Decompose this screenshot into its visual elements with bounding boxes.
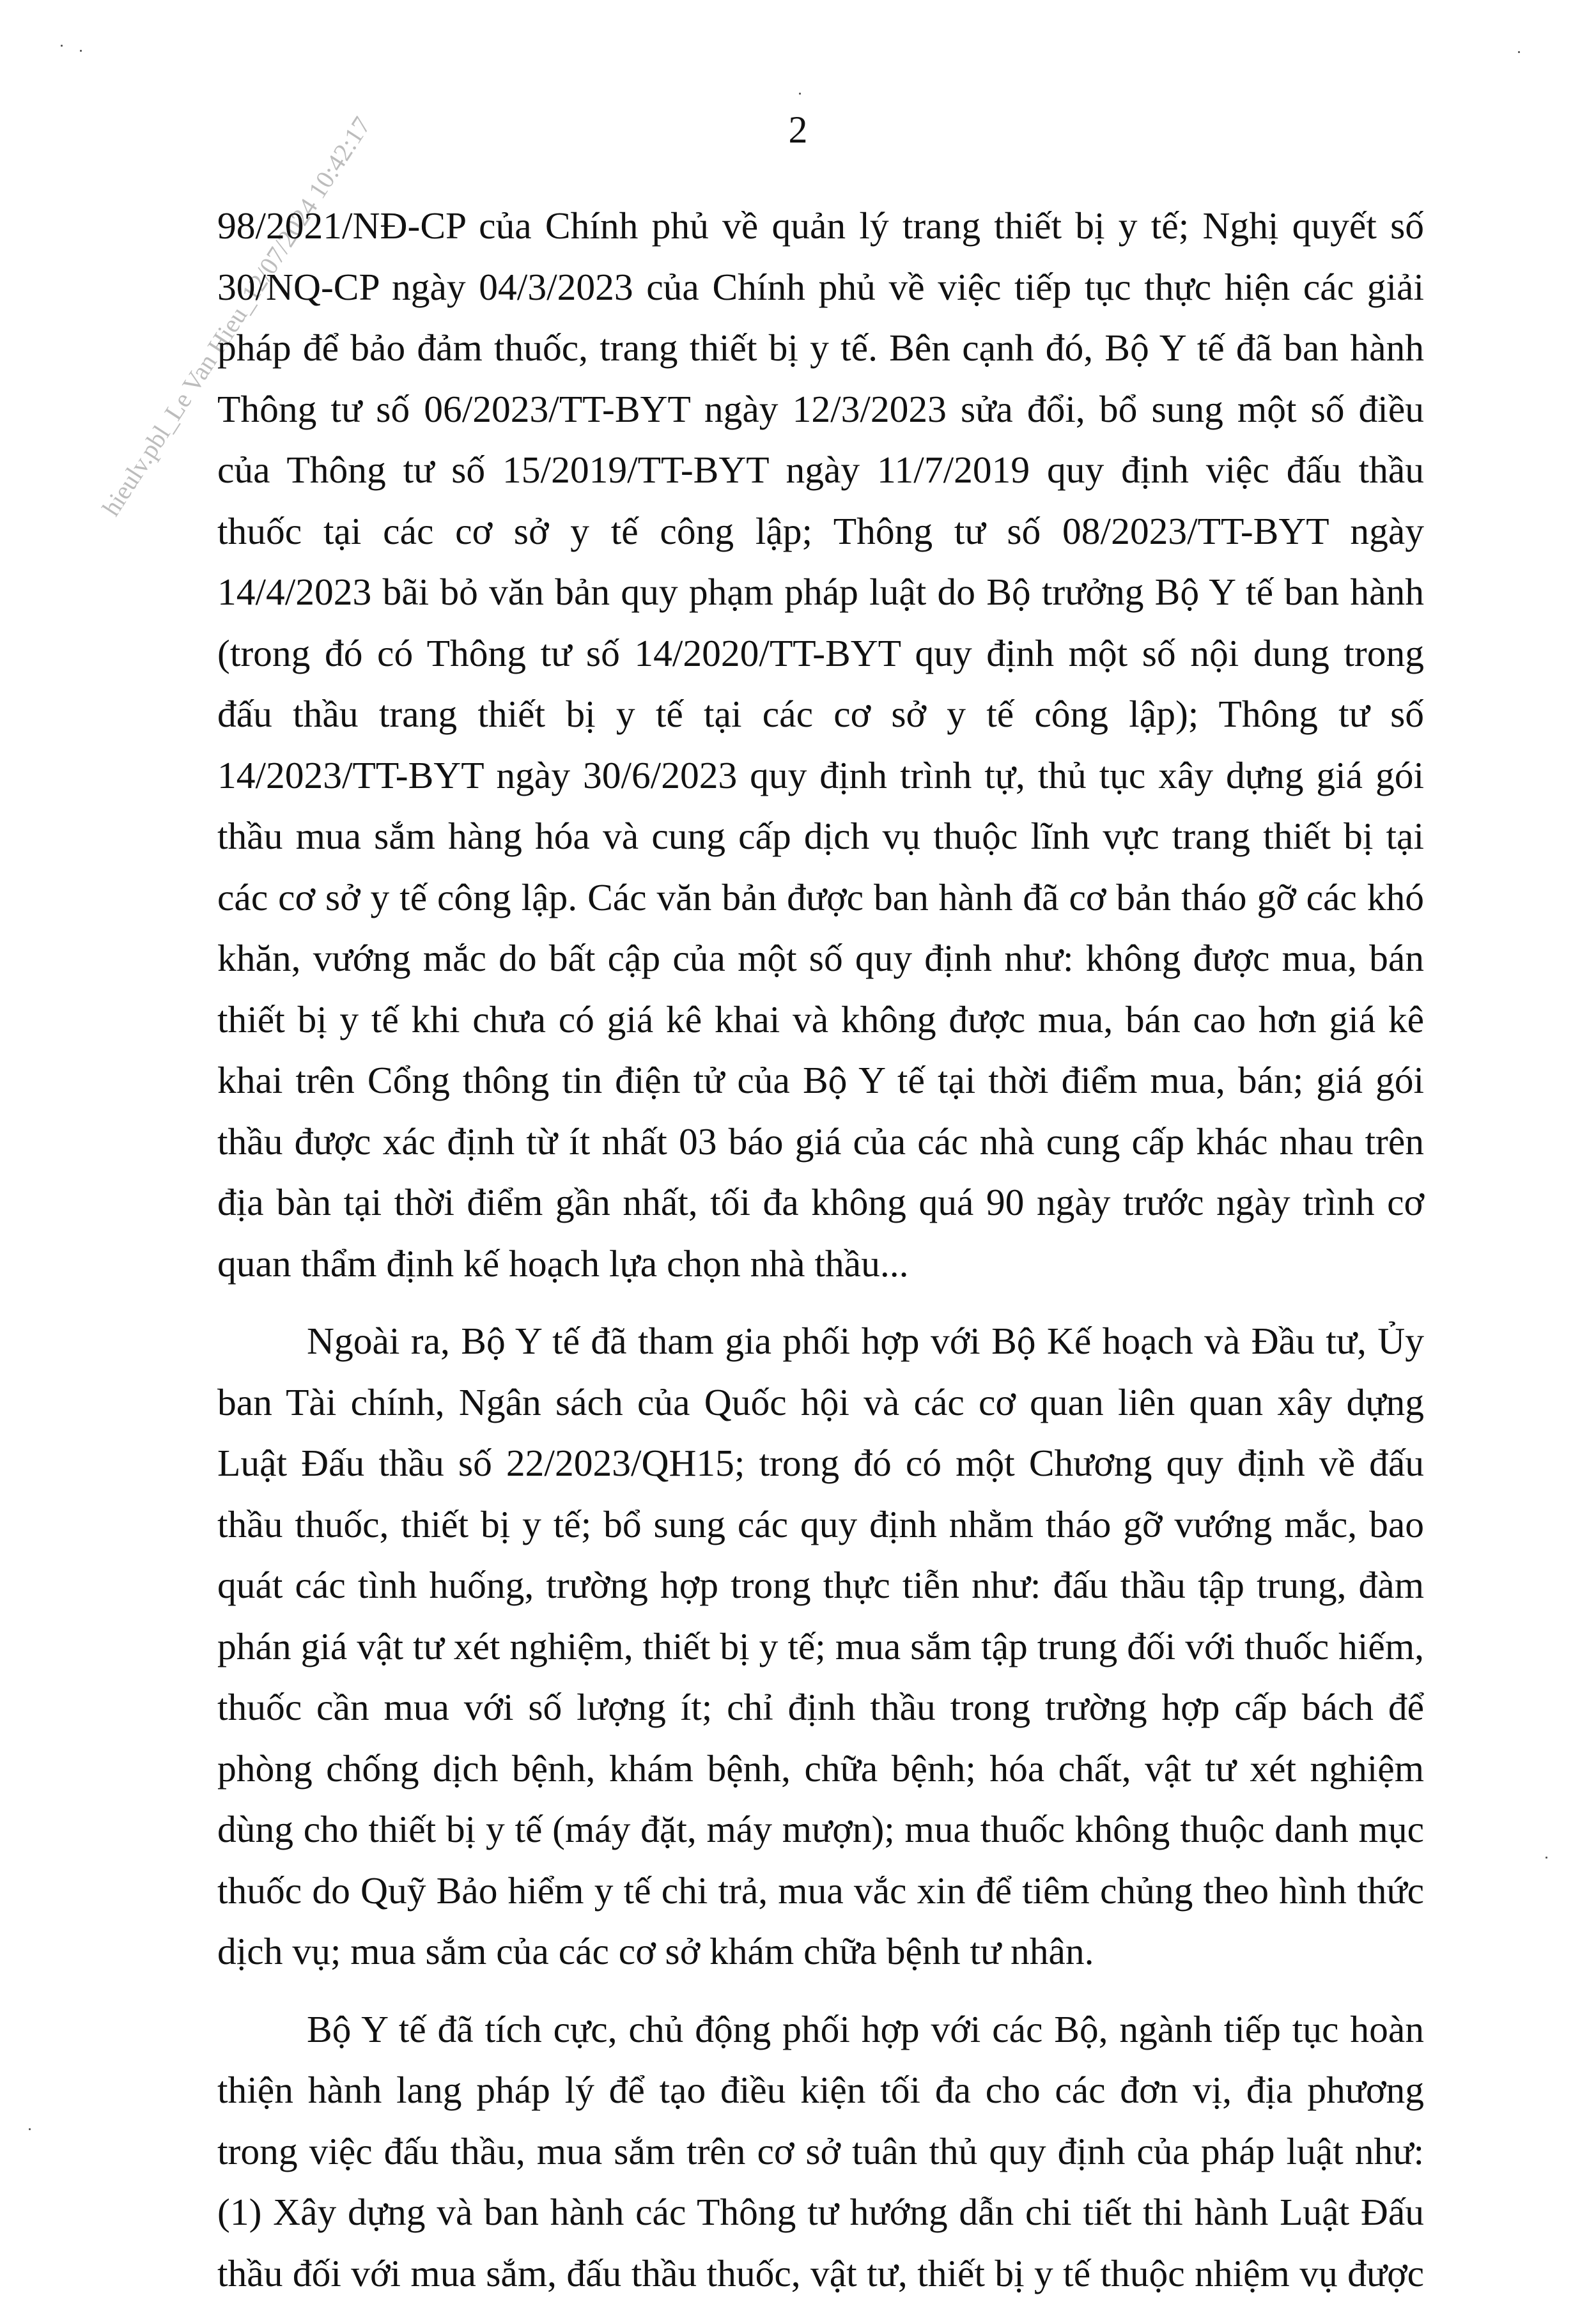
scan-speck xyxy=(1518,51,1520,53)
paragraph-legal-documents: 98/2021/NĐ-CP của Chính phủ về quản lý trang thiết bị y tế; Nghị quyết số 30/NQ-CP ngày 04/3/2023 của Chính phủ về việc tiếp tục thực hiện các giải pháp để bảo đảm thuốc, trang thiết bị y tế. Bên cạnh đó, Bộ Y tế đã ban hành Thông tư số 06/2023/TT-BYT ngày 12/3/2023 sửa đổi, bổ sung một số điều của Thông tư số 15/2019/TT-BYT ngày 11/7/2019 quy định việc đấu thầu thuốc tại các cơ sở y tế công lập; Thông tư số 08/2023/TT-BYT ngày 14/4/2023 bãi bỏ văn bản quy phạm pháp luật do Bộ trưởng Bộ Y tế ban hành (trong đó có Thông tư số 14/2020/TT-BYT quy định một số nội dung trong đấu thầu trang thiết bị y tế tại các cơ sở y tế công lập); Thông tư số 14/2023/TT-BYT ngày 30/6/2023 quy định trình tự, thủ tục xây dựng giá gói thầu mua sắm hàng hóa và cung cấp dịch vụ thuộc lĩnh vực trang thiết bị tại các cơ sở y tế công lập. Các văn bản được ban hành đã cơ bản tháo gỡ các khó khăn, vướng mắc do bất cập của một số quy định như: không được mua, bán thiết bị y tế khi chưa có giá kê khai và không được mua, bán cao hơn giá kê khai trên Cổng thông tin điện tử của Bộ Y tế tại thời điểm mua, bán; giá gói thầu được xác định từ ít nhất 03 báo giá của các nhà cung cấp khác nhau trên địa bàn tại thời điểm gần nhất, tối đa không quá 90 ngày trước ngày trình cơ quan thẩm định kế hoạch lựa chọn nhà thầu... xyxy=(217,196,1424,1294)
scan-speck xyxy=(61,45,63,47)
scan-speck xyxy=(1546,1857,1547,1859)
scan-speck xyxy=(799,93,801,95)
scan-speck xyxy=(29,2128,31,2130)
scan-speck xyxy=(80,50,82,52)
paragraph-bidding-law: Ngoài ra, Bộ Y tế đã tham gia phối hợp với Bộ Kế hoạch và Đầu tư, Ủy ban Tài chính, Ngân sách của Quốc hội và các cơ quan liên quan xây dựng Luật Đấu thầu số 22/2023/QH15; trong đó có một Chương quy định về đấu thầu thuốc, thiết bị y tế; bổ sung các quy định nhằm tháo gỡ vướng mắc, bao quát các tình huống, trường hợp trong thực tiễn như: đấu thầu tập trung, đàm phán giá vật tư xét nghiệm, thiết bị y tế; mua sắm tập trung đối với thuốc hiếm, thuốc cần mua với số lượng ít; chỉ định thầu trong trường hợp cấp bách để phòng chống dịch bệnh, khám bệnh, chữa bệnh; hóa chất, vật tư xét nghiệm dùng cho thiết bị y tế (máy đặt, máy mượn); mua thuốc không thuộc danh mục thuốc do Quỹ Bảo hiểm y tế chi trả, mua vắc xin để tiêm chủng theo hình thức dịch vụ; mua sắm của các cơ sở khám chữa bệnh tư nhân. xyxy=(217,1311,1424,1983)
page-number: 2 xyxy=(0,107,1596,152)
document-body xyxy=(217,196,1424,2304)
paragraph-legal-framework: Bộ Y tế đã tích cực, chủ động phối hợp với các Bộ, ngành tiếp tục hoàn thiện hành lang pháp lý để tạo điều kiện tối đa cho các đơn vị, địa phương trong việc đấu thầu, mua sắm trên cơ sở tuân thủ quy định của pháp luật như: (1) Xây dựng và ban hành các Thông tư hướng dẫn chi tiết thi hành Luật Đấu thầu đối với mua sắm, đấu thầu thuốc, vật tư, thiết bị y tế thuộc nhiệm vụ được xyxy=(217,1999,1424,2304)
watermark: hieulv.pbl_Le Van Hieu_12/07/2024 10:42:17 xyxy=(96,0,504,522)
